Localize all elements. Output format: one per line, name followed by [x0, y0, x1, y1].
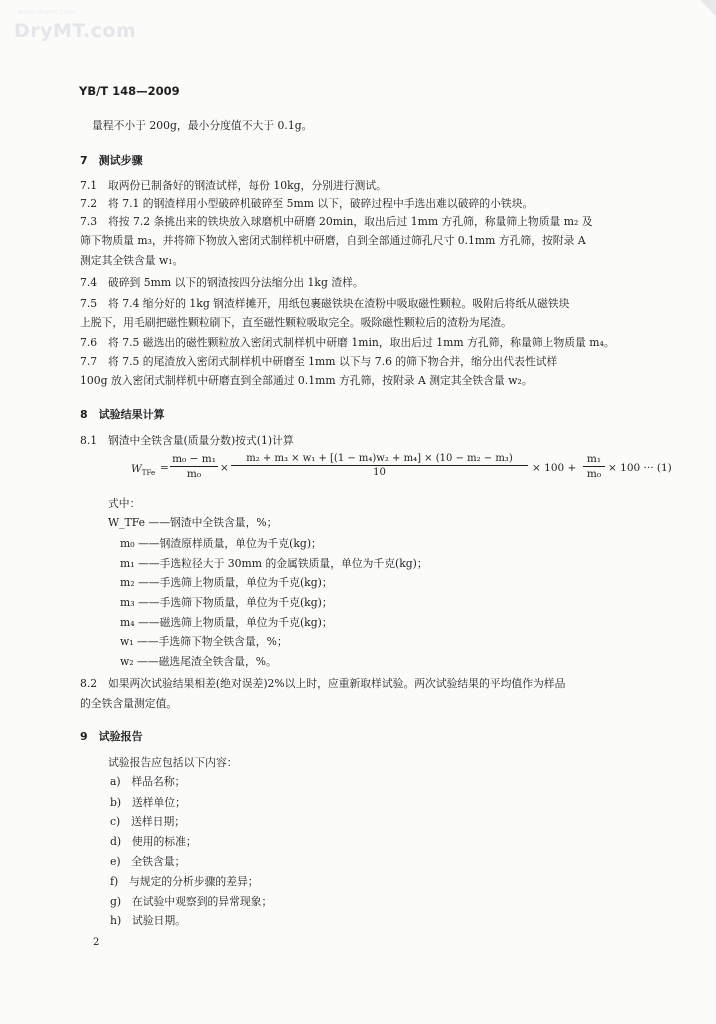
- report-item-a: a) 样品名称；: [110, 775, 186, 788]
- section-7-title: 7 测试步骤: [80, 154, 143, 167]
- formula-fraction-3: $\frac{\text{m₁}}{\text{m₀}}$: [583, 453, 605, 480]
- report-item-b: b) 送样单位；: [110, 796, 186, 809]
- page-corner-fold: [700, 0, 716, 16]
- definition-m1: m₁ ——手选粒径大于 30mm 的金属铁质量，单位为千克(kg)；: [120, 557, 428, 570]
- definition-m3: m₃ ——手选筛下物质量，单位为千克(kg)；: [120, 596, 333, 609]
- formula-times: ×: [220, 462, 229, 474]
- watermark-logo: DryMT.com: [14, 20, 137, 42]
- subsection-8-1: 8.1 钢渣中全铁含量(质量分数)按式(1)计算: [80, 434, 294, 447]
- formula-equals: =: [160, 462, 169, 474]
- formula-fraction-1: $\frac{\text{m₀ − m₁}}{\text{m₀}}$: [170, 453, 218, 480]
- para-7-3-line1: 7.3 将按 7.2 条挑出来的铁块放入球磨机中研磨 20min，取出后过 1mm 方孔筛，称量筛上物质量 m₂ 及: [80, 215, 593, 228]
- definition-w1: w₁ ——手选筛下物全铁含量，%；: [120, 635, 288, 648]
- para-7-3-line2: 筛下物质量 m₃，并将筛下物放入密闭式制样机中研磨，自到全部通过筛孔尺寸 0.1mm 方孔筛，按附录 A: [80, 234, 586, 247]
- para-7-4: 7.4 破碎到 5mm 以下的钢渣按四分法缩分出 1kg 渣样。: [80, 276, 364, 289]
- para-7-5-line2: 上脱下，用毛刷把磁性颗粒刷下，直至磁性颗粒吸取完全。吸除磁性颗粒后的渣粉为尾渣。: [80, 316, 512, 329]
- report-intro: 试验报告应包括以下内容：: [108, 756, 238, 769]
- report-item-f: f) 与规定的分析步骤的差异；: [110, 875, 259, 888]
- definition-w2: w₂ ——磁选尾渣全铁含量，%。: [120, 655, 277, 668]
- definition-m0: m₀ ——钢渣原样质量，单位为千克(kg)；: [120, 537, 322, 550]
- para-7-6: 7.6 将 7.5 磁选出的磁性颗粒放入密闭式制样机中研磨 1min，取出后过 1mm 方孔筛，称量筛上物质量 m₄。: [80, 336, 615, 349]
- standard-code-header: YB/T 148—2009: [79, 84, 180, 98]
- definition-m4: m₄ ——磁选筛上物质量，单位为千克(kg)；: [120, 616, 333, 629]
- para-7-5-line1: 7.5 将 7.4 缩分好的 1kg 钢渣样摊开，用纸包裹磁铁块在渣粉中吸取磁性颗粒。吸附后将纸从磁铁块: [80, 297, 570, 310]
- para-7-7-line2: 100g 放入密闭式制样机中研磨直到全部通过 0.1mm 方孔筛，按附录 A 测定其全铁含量 w₂。: [80, 374, 533, 387]
- definition-wtfe: W_TFe ——钢渣中全铁含量，%；: [108, 516, 278, 529]
- para-8-2-line2: 的全铁含量测定值。: [80, 697, 178, 710]
- report-item-h: h) 试验日期。: [110, 914, 186, 927]
- report-item-g: g) 在试验中观察到的异常现象；: [110, 895, 273, 908]
- intro-line: 量程不小于 200g，最小分度值不大于 0.1g。: [92, 119, 313, 132]
- para-7-7-line1: 7.7 将 7.5 的尾渣放入密闭式制样机中研磨至 1mm 以下与 7.6 的筛下物合并，缩分出代表性试样: [80, 355, 558, 368]
- para-7-1: 7.1 取两份已制备好的钢渣试样，每份 10kg，分别进行测试。: [80, 179, 387, 192]
- para-7-3-line3: 测定其全铁含量 w₁。: [80, 254, 184, 267]
- definition-m2: m₂ ——手选筛上物质量，单位为千克(kg)；: [120, 576, 333, 589]
- section-8-title: 8 试验结果计算: [80, 408, 165, 421]
- formula-fraction-2: $\frac{\text{m₂ + m₃ × w₁ + [(1 − m₄)w₂ + m₄] × (10 − m₂ − m₃)}}{10}$: [231, 453, 528, 478]
- page-number: 2: [93, 937, 100, 948]
- para-7-2: 7.2 将 7.1 的钢渣样用小型破碎机破碎至 5mm 以下，破碎过程中手选出难以破碎的小铁块。: [80, 197, 534, 210]
- formula-lhs: $W_{TFe}$: [131, 463, 156, 478]
- report-item-c: c) 送样日期；: [110, 815, 186, 828]
- section-9-title: 9 试验报告: [80, 730, 143, 743]
- where-label: 式中：: [108, 497, 141, 510]
- watermark-url: www.drymt.com: [18, 8, 75, 16]
- formula-tail-1: × 100 +: [532, 462, 577, 474]
- para-8-2-line1: 8.2 如果两次试验结果相差(绝对误差)2%以上时，应重新取样试验。两次试验结果的平均值作为样品: [80, 677, 566, 690]
- formula-tail-2: × 100 ··· (1): [608, 462, 672, 474]
- report-item-d: d) 使用的标准；: [110, 835, 197, 848]
- report-item-e: e) 全铁含量；: [110, 855, 186, 868]
